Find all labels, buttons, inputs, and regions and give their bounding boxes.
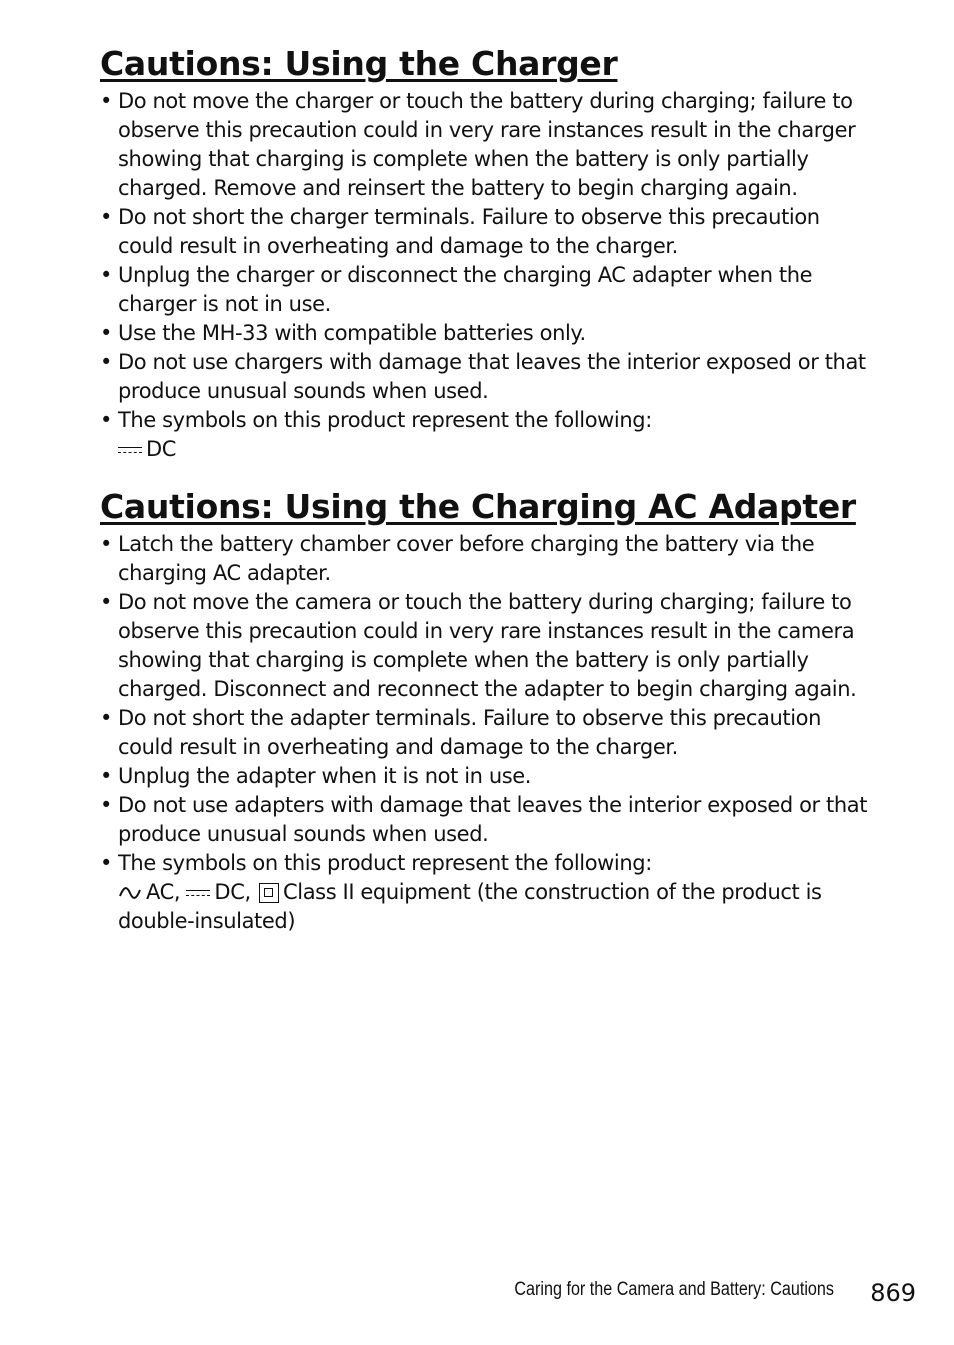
list-item: [100, 849, 870, 936]
ac-current-icon: [118, 885, 142, 901]
list-item: [100, 319, 870, 348]
list-item: [100, 203, 870, 261]
text-line: Do not move the charger or touch the battery during charging; failure to: [118, 89, 853, 113]
text-line: Do not use adapters with damage that leaves the interior exposed or that: [118, 793, 868, 817]
bullet-icon: •: [100, 706, 112, 730]
bullet-icon: •: [100, 89, 112, 113]
text-line: charged. Disconnect and reconnect the adapter to begin charging again.: [118, 677, 857, 701]
list-item: [100, 588, 870, 704]
text-line: The symbols on this product represent the following:: [118, 408, 652, 432]
text-line: showing that charging is complete when the battery is only partially: [118, 147, 809, 171]
list-item: [100, 261, 870, 319]
symbol-legend: [118, 878, 870, 907]
text-line: charging AC adapter.: [118, 561, 331, 585]
ac-label: AC,: [146, 880, 181, 904]
bullet-icon: •: [100, 793, 112, 817]
class-ii-equipment-icon: [259, 883, 279, 903]
text-line: charger is not in use.: [118, 292, 331, 316]
text-line: Do not move the camera or touch the battery during charging; failure to: [118, 590, 852, 614]
dc-current-icon: [118, 446, 142, 455]
text-line: The symbols on this product represent the following:: [118, 851, 652, 875]
text-line: Use the MH-33 with compatible batteries only.: [118, 321, 586, 345]
bullet-icon: •: [100, 590, 112, 614]
text-line: could result in overheating and damage to the charger.: [118, 735, 678, 759]
page-number: 869: [870, 1279, 916, 1307]
section-title-ac-adapter: Cautions: Using the Charging AC Adapter: [100, 487, 856, 526]
text-line: Do not use chargers with damage that leaves the interior exposed or that: [118, 350, 866, 374]
section-title-charger: Cautions: Using the Charger: [100, 44, 618, 83]
charger-cautions-list: [100, 87, 870, 464]
dc-label: DC: [146, 437, 177, 461]
class-ii-label: Class II equipment (the construction of the product is: [283, 880, 822, 904]
list-item: [100, 791, 870, 849]
list-item: [100, 406, 870, 464]
dc-label: DC,: [214, 880, 251, 904]
text-line: double-insulated): [118, 909, 296, 933]
text-line: observe this precaution could in very rare instances result in the charger: [118, 118, 856, 142]
text-line: produce unusual sounds when used.: [118, 379, 489, 403]
bullet-icon: •: [100, 851, 112, 875]
text-line: Do not short the adapter terminals. Failure to observe this precaution: [118, 706, 822, 730]
list-item: [100, 348, 870, 406]
text-line: charged. Remove and reinsert the battery to begin charging again.: [118, 176, 798, 200]
list-item: [100, 530, 870, 588]
text-line: showing that charging is complete when the battery is only partially: [118, 648, 809, 672]
text-line: produce unusual sounds when used.: [118, 822, 489, 846]
bullet-icon: •: [100, 408, 112, 432]
text-line: Unplug the charger or disconnect the charging AC adapter when the: [118, 263, 813, 287]
bullet-icon: •: [100, 764, 112, 788]
ac-adapter-cautions-list: [100, 530, 870, 936]
text-line: observe this precaution could in very rare instances result in the camera: [118, 619, 855, 643]
list-item: [100, 87, 870, 203]
list-item: [100, 762, 870, 791]
footer-section-label: Caring for the Camera and Battery: Cautions: [514, 1279, 834, 1300]
dc-current-icon: [186, 889, 210, 898]
list-item: [100, 704, 870, 762]
text-line: Do not short the charger terminals. Failure to observe this precaution: [118, 205, 820, 229]
symbol-legend: [118, 435, 870, 464]
bullet-icon: •: [100, 205, 112, 229]
text-line: could result in overheating and damage to the charger.: [118, 234, 678, 258]
bullet-icon: •: [100, 350, 112, 374]
bullet-icon: •: [100, 263, 112, 287]
text-line: Unplug the adapter when it is not in use.: [118, 764, 532, 788]
bullet-icon: •: [100, 321, 112, 345]
bullet-icon: •: [100, 532, 112, 556]
text-line: Latch the battery chamber cover before charging the battery via the: [118, 532, 815, 556]
